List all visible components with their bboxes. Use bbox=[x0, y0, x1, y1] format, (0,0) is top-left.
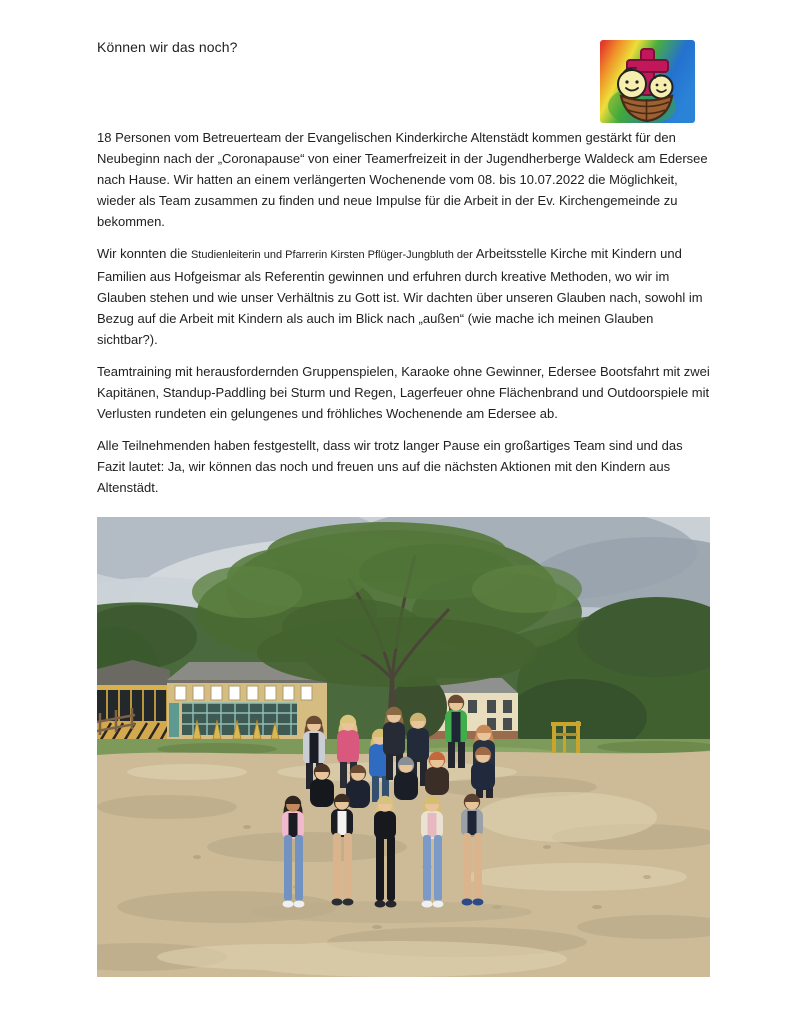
pavilion-building bbox=[97, 660, 170, 745]
paragraph-2 bbox=[97, 243, 714, 350]
paragraph-2-rest: Arbeitsstelle Kirche mit Kindern und Familien aus Hofgeismar als Referentin gewinnen und erfuhren durch kreative Methoden, wo wir im Glauben stehen und wie unser Verhältnis zu Gott ist. Wir dachten über unseren Glauben nach, sowohl im Bezug auf die Arbeit mit Kindern als auch im Blick nach „außen“ (wie mache ich meinen Glauben sichtbar?). bbox=[97, 246, 703, 347]
group-photo-scene bbox=[97, 517, 710, 977]
page-title: Können wir das noch? bbox=[97, 39, 238, 55]
paragraph-2-lead: Wir konnten die bbox=[97, 246, 191, 261]
paragraph-3: Teamtraining mit herausfordernden Gruppenspielen, Karaoke ohne Gewinner, Edersee Bootsfahrt mit zwei Kapitänen, Standup-Paddling bei Sturm und Regen, Lagerfeuer ohne Flächenbrand und Outdoorspiele mit Verlusten rundeten ein gelungenes und fröhliches Wochenende am Edersee ab. bbox=[97, 364, 710, 421]
paragraph-4: Alle Teilnehmenden haben festgestellt, dass wir trotz langer Pause ein großartiges Team sind und das Fazit lautet: Ja, wir können das noch und freuen uns auf die nächsten Aktionen mit den Kindern aus Altenstädt. bbox=[97, 438, 683, 495]
kinderkirche-logo bbox=[600, 40, 695, 123]
kinderkirche-logo-graphic bbox=[600, 40, 695, 123]
group-photo bbox=[97, 517, 710, 977]
article-body bbox=[97, 127, 714, 509]
playground-frame bbox=[551, 721, 581, 753]
paragraph-2-small: Studienleiterin und Pfarrerin Kirsten Pflüger-Jungbluth der bbox=[190, 249, 476, 261]
paragraph-1: 18 Personen vom Betreuerteam der Evangelischen Kinderkirche Altenstädt kommen gestärkt für den Neubeginn nach der „Coronapause“ von einer Teamerfreizeit in der Jugendherberge Waldeck am Edersee nach Hause. Wir hatten an einem verlängerten Wochenende vom 08. bis 10.07.2022 die Möglichkeit, wieder als Team zusammen zu finden und neue Impulse für die Arbeit in der Ev. Kirchengemeinde zu bekommen. bbox=[97, 130, 708, 229]
